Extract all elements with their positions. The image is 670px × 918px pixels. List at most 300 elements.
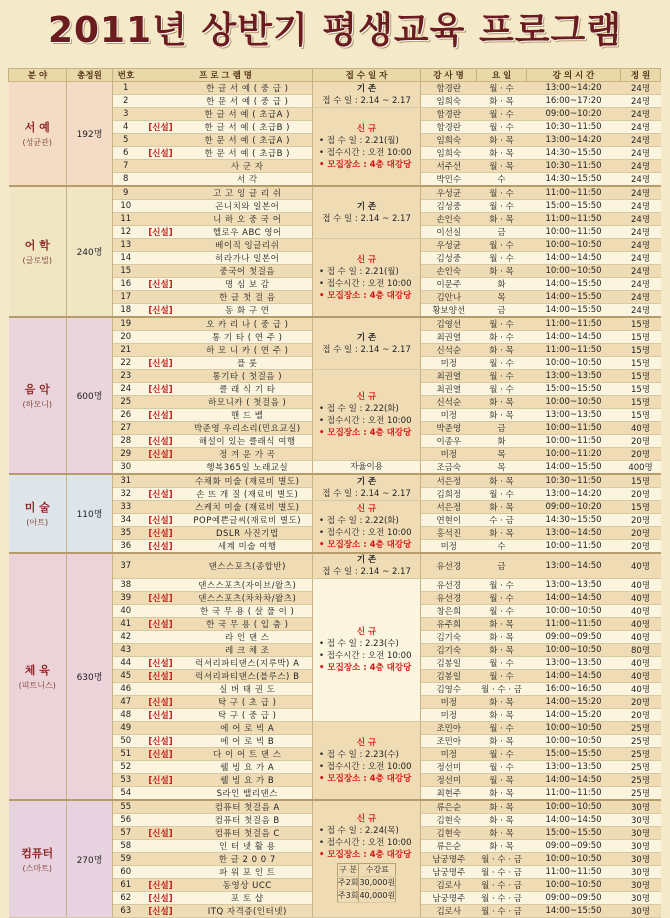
class-time: 09:00~10:20 bbox=[527, 501, 621, 514]
program-name: 한 글 서 예 ( 초급A ) bbox=[183, 108, 313, 121]
class-days: 월 · 수 · 금 bbox=[477, 683, 527, 696]
class-capacity: 20명 bbox=[621, 527, 661, 540]
class-time: 14:00~14:50 bbox=[527, 331, 621, 344]
class-time: 13:00~14:50 bbox=[527, 527, 621, 540]
header-no: 번호 bbox=[117, 71, 135, 81]
new-course-tag bbox=[139, 108, 183, 121]
program-number: 6 bbox=[113, 147, 139, 160]
program-name: 한 문 서 예 ( 초급A ) bbox=[183, 134, 313, 147]
new-course-tag bbox=[139, 82, 183, 95]
teacher-name: 미정 bbox=[421, 540, 477, 554]
teacher-name: 이문주 bbox=[421, 278, 477, 291]
class-capacity: 15명 bbox=[621, 474, 661, 488]
class-days: 월 · 수 bbox=[477, 357, 527, 370]
class-days: 월 · 목 bbox=[477, 774, 527, 787]
class-time: 14:00~15:20 bbox=[527, 696, 621, 709]
registration-date: • 접 수 일 : 2.22(화) bbox=[319, 515, 399, 526]
new-course-tag bbox=[139, 134, 183, 147]
class-time: 13:00~14:20 bbox=[527, 82, 621, 95]
program-name: 베이직 잉글리쉬 bbox=[183, 239, 313, 252]
class-time: 10:00~11:20 bbox=[527, 448, 621, 461]
class-capacity: 24명 bbox=[621, 186, 661, 200]
teacher-name: 이선실 bbox=[421, 226, 477, 239]
registration-place: • 모집장소 : 4층 대강당 bbox=[319, 850, 412, 860]
program-number: 43 bbox=[113, 644, 139, 657]
registration-type: 기 존 bbox=[356, 476, 377, 487]
class-time: 10:00~10:50 bbox=[527, 357, 621, 370]
program-name: 니 하 오 중 국 어 bbox=[183, 213, 313, 226]
program-number: 49 bbox=[113, 722, 139, 735]
header-registration: 접 수 일 자 bbox=[313, 69, 421, 82]
program-number: 10 bbox=[113, 200, 139, 213]
program-number: 12 bbox=[113, 226, 139, 239]
program-name: POP예쁜글씨(재료비 별도) bbox=[183, 514, 313, 527]
program-name: 세계 미술 여행 bbox=[183, 540, 313, 554]
new-course-tag bbox=[139, 579, 183, 592]
class-days: 월 · 수 bbox=[477, 722, 527, 735]
program-number: 32 bbox=[113, 488, 139, 501]
class-time: 11:00~11:50 bbox=[527, 317, 621, 331]
table-row bbox=[9, 82, 661, 95]
class-time: 10:00~10:50 bbox=[527, 605, 621, 618]
class-days: 화 · 목 bbox=[477, 501, 527, 514]
program-name: 명 심 보 감 bbox=[183, 278, 313, 291]
class-capacity: 24명 bbox=[621, 147, 661, 160]
class-capacity: 40명 bbox=[621, 579, 661, 592]
program-name: 컴퓨터 첫걸음 A bbox=[183, 800, 313, 814]
class-time: 11:00~11:50 bbox=[527, 213, 621, 226]
teacher-name: 김봉일 bbox=[421, 670, 477, 683]
class-time: 16:00~17:20 bbox=[527, 95, 621, 108]
program-number: 41 bbox=[113, 618, 139, 631]
new-course-tag: [신설] bbox=[139, 905, 183, 918]
program-name: 서 각 bbox=[183, 173, 313, 187]
teacher-name: 우성균 bbox=[421, 239, 477, 252]
teacher-name: 남궁명주 bbox=[421, 866, 477, 879]
registration-info bbox=[313, 501, 421, 554]
teacher-name: 김기숙 bbox=[421, 631, 477, 644]
new-course-tag bbox=[139, 761, 183, 774]
class-days: 월 · 수 bbox=[477, 108, 527, 121]
table-row bbox=[9, 553, 661, 579]
program-name: 사 군 자 bbox=[183, 160, 313, 173]
program-name: S라인 밸리댄스 bbox=[183, 787, 313, 801]
class-days: 수 · 금 bbox=[477, 514, 527, 527]
class-capacity: 24명 bbox=[621, 121, 661, 134]
class-days: 화 · 목 bbox=[477, 213, 527, 226]
teacher-name: 최권열 bbox=[421, 331, 477, 344]
new-course-tag bbox=[139, 422, 183, 435]
new-course-tag: [신설] bbox=[139, 121, 183, 134]
class-days: 목 bbox=[477, 461, 527, 475]
teacher-name: 미정 bbox=[421, 409, 477, 422]
class-days: 화 · 목 bbox=[477, 134, 527, 147]
class-days: 월 · 수 bbox=[477, 488, 527, 501]
program-name: 한 글 2 0 0 7 bbox=[183, 853, 313, 866]
class-time: 11:00~11:50 bbox=[527, 344, 621, 357]
new-course-tag: [신설] bbox=[139, 514, 183, 527]
new-course-tag: [신설] bbox=[139, 435, 183, 448]
class-capacity: 15명 bbox=[621, 383, 661, 396]
teacher-name: 류은순 bbox=[421, 800, 477, 814]
class-capacity: 40명 bbox=[621, 553, 661, 579]
new-course-tag bbox=[139, 239, 183, 252]
registration-info bbox=[313, 108, 421, 187]
class-time: 14:00~14:50 bbox=[527, 774, 621, 787]
class-time: 14:00~14:50 bbox=[527, 252, 621, 265]
class-capacity: 30명 bbox=[621, 840, 661, 853]
program-number: 54 bbox=[113, 787, 139, 801]
class-capacity: 24명 bbox=[621, 304, 661, 318]
class-days: 금 bbox=[477, 226, 527, 239]
registration-type: 신 규 bbox=[356, 814, 377, 824]
new-course-tag bbox=[139, 644, 183, 657]
registration-info bbox=[313, 317, 421, 370]
class-time: 14:30~15:50 bbox=[527, 147, 621, 160]
new-course-tag bbox=[139, 396, 183, 409]
class-days: 화 · 목 bbox=[477, 409, 527, 422]
class-time: 09:00~09:50 bbox=[527, 892, 621, 905]
program-name: 스케치 미술 (재료비 별도) bbox=[183, 501, 313, 514]
class-days: 월 · 수 bbox=[477, 186, 527, 200]
class-time: 10:00~10:50 bbox=[527, 735, 621, 748]
teacher-name: 조금숙 bbox=[421, 461, 477, 475]
program-number: 29 bbox=[113, 448, 139, 461]
teacher-name: 조민아 bbox=[421, 722, 477, 735]
program-name: 동 화 구 연 bbox=[183, 304, 313, 318]
program-number: 11 bbox=[113, 213, 139, 226]
class-time: 14:00~14:50 bbox=[527, 592, 621, 605]
header-time: 강 의 시 간 bbox=[527, 69, 621, 82]
class-capacity: 30명 bbox=[621, 879, 661, 892]
class-days: 월 · 수 · 금 bbox=[477, 866, 527, 879]
class-time: 10:00~10:50 bbox=[527, 396, 621, 409]
program-name: 해설이 있는 클래식 여행 bbox=[183, 435, 313, 448]
class-capacity: 24명 bbox=[621, 226, 661, 239]
program-name: 중국어 첫걸음 bbox=[183, 265, 313, 278]
class-time: 09:00~10:20 bbox=[527, 108, 621, 121]
area-cell bbox=[9, 800, 67, 918]
teacher-name: 신석순 bbox=[421, 344, 477, 357]
class-days: 월 · 수 bbox=[477, 121, 527, 134]
area-cell bbox=[9, 186, 67, 317]
class-capacity: 20명 bbox=[621, 540, 661, 554]
area-cell bbox=[9, 82, 67, 187]
program-number: 23 bbox=[113, 370, 139, 383]
class-time: 13:00~14:50 bbox=[527, 553, 621, 579]
new-course-tag bbox=[139, 631, 183, 644]
program-number: 20 bbox=[113, 331, 139, 344]
teacher-name: 김성중 bbox=[421, 252, 477, 265]
new-course-tag bbox=[139, 252, 183, 265]
program-number: 44 bbox=[113, 657, 139, 670]
area-cell bbox=[9, 317, 67, 474]
new-course-tag bbox=[139, 317, 183, 331]
class-days: 화 · 목 bbox=[477, 474, 527, 488]
new-course-tag bbox=[139, 722, 183, 735]
registration-type: 기 존 bbox=[356, 83, 377, 94]
teacher-name: 임희숙 bbox=[421, 134, 477, 147]
program-name: 히라가나 일본어 bbox=[183, 252, 313, 265]
teacher-name: 남궁명주 bbox=[421, 892, 477, 905]
new-course-tag bbox=[139, 683, 183, 696]
program-name: 통 기 타 ( 연 주 ) bbox=[183, 331, 313, 344]
class-capacity: 15명 bbox=[621, 357, 661, 370]
program-name: 한 국 무 용 ( 입 춤 ) bbox=[183, 618, 313, 631]
class-capacity: 30명 bbox=[621, 866, 661, 879]
new-course-tag bbox=[139, 265, 183, 278]
class-capacity: 25명 bbox=[621, 774, 661, 787]
new-course-tag bbox=[139, 840, 183, 853]
program-name: 곤니치와 일본어 bbox=[183, 200, 313, 213]
class-days: 월 · 목 bbox=[477, 160, 527, 173]
class-days: 화 · 목 bbox=[477, 147, 527, 160]
area-cell bbox=[9, 553, 67, 800]
class-days: 화 · 목 bbox=[477, 696, 527, 709]
area-cell bbox=[9, 474, 67, 553]
program-number: 3 bbox=[113, 108, 139, 121]
area-name: 어 학 bbox=[24, 239, 50, 252]
class-capacity: 24명 bbox=[621, 108, 661, 121]
teacher-name: 임희숙 bbox=[421, 147, 477, 160]
class-time: 14:00~15:50 bbox=[527, 905, 621, 918]
class-days: 월 · 수 bbox=[477, 657, 527, 670]
registration-dates: 접 수 일 : 2.14 ~ 2.17 bbox=[322, 488, 411, 499]
fee-cell: 주2회 bbox=[337, 877, 359, 890]
area-capacity: 270명 bbox=[67, 800, 113, 918]
registration-place: • 모집장소 : 4층 대강당 bbox=[319, 663, 412, 673]
teacher-name: 신석순 bbox=[421, 396, 477, 409]
new-course-tag: [신설] bbox=[139, 357, 183, 370]
program-number: 40 bbox=[113, 605, 139, 618]
registration-dates: 접 수 일 : 2.14 ~ 2.17 bbox=[322, 344, 411, 355]
teacher-name: 김현숙 bbox=[421, 814, 477, 827]
class-days: 월 · 수 bbox=[477, 252, 527, 265]
teacher-name: 홍석진 bbox=[421, 527, 477, 540]
class-days: 목 bbox=[477, 448, 527, 461]
new-course-tag bbox=[139, 461, 183, 475]
class-time: 10:00~10:50 bbox=[527, 853, 621, 866]
class-days: 화 · 목 bbox=[477, 735, 527, 748]
class-days: 화 · 목 bbox=[477, 618, 527, 631]
program-number: 27 bbox=[113, 422, 139, 435]
class-days: 화 · 목 bbox=[477, 827, 527, 840]
class-capacity: 15명 bbox=[621, 501, 661, 514]
program-name: 에 어 로 빅 A bbox=[183, 722, 313, 735]
class-days: 월 · 수 bbox=[477, 748, 527, 761]
class-days: 화 · 수 bbox=[477, 331, 527, 344]
registration-type: 기 존 bbox=[356, 555, 377, 565]
program-number: 31 bbox=[113, 474, 139, 488]
program-number: 2 bbox=[113, 95, 139, 108]
teacher-name: 유선경 bbox=[421, 579, 477, 592]
class-time: 14:00~15:20 bbox=[527, 709, 621, 722]
program-number: 36 bbox=[113, 540, 139, 554]
teacher-name: 서주선 bbox=[421, 160, 477, 173]
program-name: 웰 빙 요 가 A bbox=[183, 761, 313, 774]
class-days: 화 · 목 bbox=[477, 95, 527, 108]
registration-info bbox=[313, 474, 421, 501]
program-name: 다 이 어 트 댄 스 bbox=[183, 748, 313, 761]
teacher-name: 김영선 bbox=[421, 317, 477, 331]
header-teacher: 강 사 명 bbox=[421, 69, 477, 82]
program-number: 51 bbox=[113, 748, 139, 761]
program-name: 행복365일 노래교실 bbox=[183, 461, 313, 475]
teacher-name: 황보양선 bbox=[421, 304, 477, 318]
class-capacity: 40명 bbox=[621, 657, 661, 670]
program-name: 손 뜨 개 질 (재료비 별도) bbox=[183, 488, 313, 501]
area-name: 미 술 bbox=[24, 501, 50, 514]
fee-row bbox=[337, 877, 395, 890]
class-capacity: 30명 bbox=[621, 800, 661, 814]
class-capacity: 25명 bbox=[621, 748, 661, 761]
class-capacity: 15명 bbox=[621, 317, 661, 331]
new-course-tag: [신설] bbox=[139, 774, 183, 787]
registration-place: • 모집장소 : 4층 대강당 bbox=[319, 159, 412, 170]
program-name: 고 고 잉 글 리 쉬 bbox=[183, 186, 313, 200]
new-course-tag bbox=[139, 186, 183, 200]
teacher-name: 김봉일 bbox=[421, 657, 477, 670]
teacher-name: 서은정 bbox=[421, 474, 477, 488]
class-time: 10:00~10:50 bbox=[527, 239, 621, 252]
program-number: 25 bbox=[113, 396, 139, 409]
class-time: 14:00~15:50 bbox=[527, 291, 621, 304]
fee-cell: 40,000원 bbox=[359, 890, 396, 903]
class-time: 10:30~11:50 bbox=[527, 160, 621, 173]
new-course-tag: [신설] bbox=[139, 540, 183, 554]
class-capacity: 20명 bbox=[621, 448, 661, 461]
teacher-name: 김로사 bbox=[421, 879, 477, 892]
program-number: 28 bbox=[113, 435, 139, 448]
class-time: 14:00~14:50 bbox=[527, 670, 621, 683]
new-course-tag bbox=[139, 344, 183, 357]
class-days: 월 · 수 bbox=[477, 605, 527, 618]
class-time: 14:00~14:50 bbox=[527, 814, 621, 827]
class-time: 15:00~15:50 bbox=[527, 748, 621, 761]
area-name: 서 예 bbox=[24, 121, 50, 134]
class-time: 10:00~10:50 bbox=[527, 879, 621, 892]
registration-time: • 접수시간 : 오전 10:00 bbox=[319, 416, 412, 426]
class-days: 화 · 목 bbox=[477, 709, 527, 722]
registration-place: • 모집장소 : 4층 대강당 bbox=[319, 428, 412, 438]
new-course-tag bbox=[139, 173, 183, 187]
class-time: 10:30~11:50 bbox=[527, 474, 621, 488]
class-capacity: 30명 bbox=[621, 853, 661, 866]
program-number: 56 bbox=[113, 814, 139, 827]
program-name: 오 카 리 나 ( 중 급 ) bbox=[183, 317, 313, 331]
new-course-tag bbox=[139, 291, 183, 304]
class-time: 13:00~13:50 bbox=[527, 370, 621, 383]
area-subtitle: (하모니) bbox=[22, 400, 52, 409]
program-name: 댄스스포츠(자이브/왈츠) bbox=[183, 579, 313, 592]
class-days: 수 bbox=[477, 173, 527, 187]
program-number: 21 bbox=[113, 344, 139, 357]
class-capacity: 25명 bbox=[621, 735, 661, 748]
class-capacity: 15명 bbox=[621, 370, 661, 383]
teacher-name: 정선미 bbox=[421, 761, 477, 774]
class-time: 10:30~11:50 bbox=[527, 121, 621, 134]
program-number: 5 bbox=[113, 134, 139, 147]
program-number: 9 bbox=[113, 186, 139, 200]
new-course-tag bbox=[139, 787, 183, 801]
registration-info bbox=[313, 370, 421, 461]
program-number: 19 bbox=[113, 317, 139, 331]
teacher-name: 함경란 bbox=[421, 121, 477, 134]
class-time: 14:30~15:50 bbox=[527, 173, 621, 187]
program-name: 인 터 넷 활 용 bbox=[183, 840, 313, 853]
class-time: 10:00~11:50 bbox=[527, 540, 621, 554]
area-subtitle: (아트) bbox=[26, 518, 49, 527]
teacher-name: 김현숙 bbox=[421, 827, 477, 840]
registration-date: • 접 수 일 : 2.24(목) bbox=[319, 826, 399, 836]
teacher-name: 우성균 bbox=[421, 186, 477, 200]
registration-info bbox=[313, 461, 421, 475]
new-course-tag: [신설] bbox=[139, 383, 183, 396]
class-days: 월 · 수 · 금 bbox=[477, 892, 527, 905]
teacher-name: 미정 bbox=[421, 357, 477, 370]
header-program bbox=[113, 69, 313, 82]
class-capacity: 30명 bbox=[621, 892, 661, 905]
registration-dates: 접 수 일 : 2.14 ~ 2.17 bbox=[322, 213, 411, 224]
registration-info bbox=[313, 82, 421, 108]
new-course-tag: [신설] bbox=[139, 488, 183, 501]
class-time: 09:00~09:50 bbox=[527, 631, 621, 644]
area-capacity: 630명 bbox=[67, 553, 113, 800]
class-days: 월 · 수 bbox=[477, 317, 527, 331]
program-name: 댄스스포츠(차차차/왈츠) bbox=[183, 592, 313, 605]
new-course-tag bbox=[139, 370, 183, 383]
registration-time: • 접수시간 : 오전 10:00 bbox=[319, 278, 412, 289]
teacher-name: 손인숙 bbox=[421, 213, 477, 226]
class-days: 월 · 수 · 금 bbox=[477, 853, 527, 866]
new-course-tag: [신설] bbox=[139, 696, 183, 709]
program-number: 16 bbox=[113, 278, 139, 291]
class-capacity: 24명 bbox=[621, 265, 661, 278]
program-name: 웰 빙 요 가 B bbox=[183, 774, 313, 787]
class-days: 화 · 목 bbox=[477, 631, 527, 644]
area-subtitle: (성균관) bbox=[22, 138, 52, 147]
new-course-tag: [신설] bbox=[139, 748, 183, 761]
program-number: 57 bbox=[113, 827, 139, 840]
program-name: 한 문 서 예 ( 초급B ) bbox=[183, 147, 313, 160]
registration-info bbox=[313, 579, 421, 722]
new-course-tag bbox=[139, 160, 183, 173]
program-number: 48 bbox=[113, 709, 139, 722]
fee-cell: 30,000원 bbox=[359, 877, 396, 890]
class-capacity: 20명 bbox=[621, 488, 661, 501]
new-course-tag bbox=[139, 501, 183, 514]
class-capacity: 24명 bbox=[621, 134, 661, 147]
teacher-name: 유선경 bbox=[421, 553, 477, 579]
program-name: 한 문 서 예 ( 중 급 ) bbox=[183, 95, 313, 108]
class-days: 월 · 수 bbox=[477, 200, 527, 213]
class-time: 13:00~13:50 bbox=[527, 761, 621, 774]
registration-time: • 접수시간 : 오전 10:00 bbox=[319, 527, 412, 538]
program-name: 포 토 샵 bbox=[183, 892, 313, 905]
program-name: 파 워 포 인 트 bbox=[183, 866, 313, 879]
class-time: 14:00~15:50 bbox=[527, 278, 621, 291]
teacher-name: 창은희 bbox=[421, 605, 477, 618]
program-number: 18 bbox=[113, 304, 139, 318]
program-name: ITQ 자격증(인터넷) bbox=[183, 905, 313, 918]
program-number: 58 bbox=[113, 840, 139, 853]
class-days: 월 · 수 bbox=[477, 579, 527, 592]
class-capacity: 25명 bbox=[621, 761, 661, 774]
teacher-name: 함경란 bbox=[421, 82, 477, 95]
class-time: 15:00~15:50 bbox=[527, 383, 621, 396]
program-number: 22 bbox=[113, 357, 139, 370]
program-name: 에 어 로 빅 B bbox=[183, 735, 313, 748]
